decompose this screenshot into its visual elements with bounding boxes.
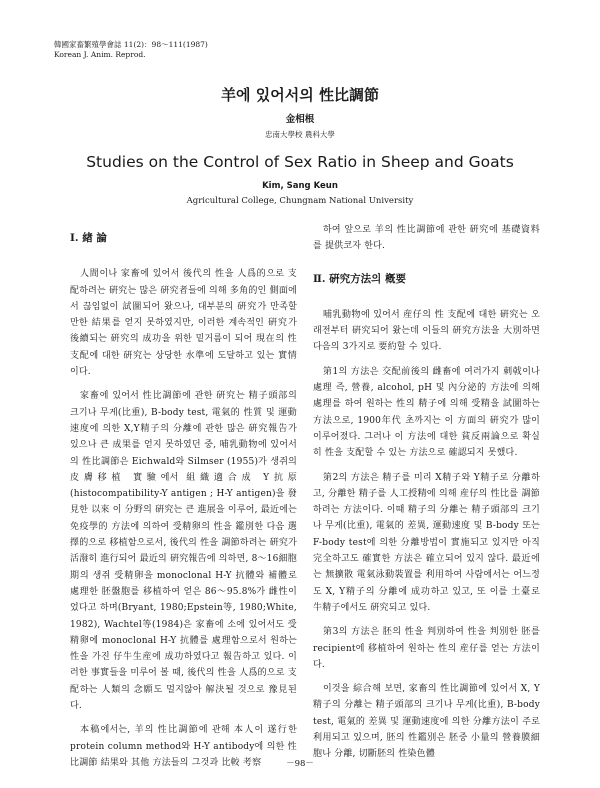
left-column: [70, 230, 297, 771]
right-column: [313, 222, 540, 763]
section-1-heading: Ⅰ. 緖 論: [70, 232, 107, 244]
intro-paragraph-1: 人間이나 家畜에 있어서 後代의 性을 人爲的으로 支配하려는 硏究는 많은 硏究者들에 의해 多角的인 側面에서 끊임없이 試圖되어 왔으나, 대부분의 硏究가 만족할만한 結果를 얻지 못하였지만, 이러한 계속적인 硏究가 後續되는 硏究의 成功을 위한 밑거름이 되어 現在의 性支配에 대한 硏究는 상당한 水準에 도달하고 있는 實情이다.: [70, 269, 297, 378]
title-english: Studies on the Control of Sex Ratio in Sheep and Goats: [86, 153, 514, 171]
affiliation-english: Agricultural College, Chungnam National University: [186, 196, 414, 206]
author-english: Kim, Sang Keun: [262, 181, 338, 191]
title-korean: 羊에 있어서의 性比調節: [221, 86, 379, 104]
intro-paragraph-2: 家畜에 있어서 性比調節에 관한 硏究는 精子頭部의 크기나 무게(比重), B-body test, 電氣的 性質 및 運動速度에 의한 X,Y精子의 分離에 관한 많은 硏究報告가 있으나 큰 成果를 얻지 못하였던 중, 哺乳動物에 있어서의 性比調節은 Eichwald와 Silmser (1955)가 생쥐의 皮膚移植 實驗에서 組織適合成 Y抗原 (histocompatibility-Y antigen ; H-Y antigen)을 發見한 以來 이 分野의 硏究는 큰 進展을 이루어, 最近에는 免疫學的 方法에 의하여 受精卵의 性을 鑑別한 다음 選擇的으로 移植함으로서, 後代의 性을 調節하려는 硏究가 活潑히 進行되어 最近의 硏究報告에 의하면, 8～16細胞期의 생쥐 受精卵을 monoclonal H-Y 抗體와 補體로 處理한 胚盤胞를 移植하여 얻은 86～95.8%가 雌性이었다고 하며(Bryant, 1980;Epstein等, 1980;White, 1982), Wachtel等(1984)은 家畜에 소에 있어서도 受精卵에 monoclonal H-Y 抗體를 處理함으로서 원하는 性을 가진 仔牛生産에 成功하였다고 報告하고 있다. 이러한 事實들을 미루어 볼 때, 後代의 性을 人爲的으로 支配하는 人類의 念願도 멀지않아 解決될 것으로 豫見된다.: [70, 391, 297, 712]
affiliation-korean: 忠南大學校 農科大學: [265, 130, 335, 139]
methods-paragraph-2: 第1의 方法은 交配前後의 雌畜에 여러가지 刺戟이나 處理 즉, 營養, alcohol, pH 및 內分泌的 方法에 의해 處理를 하여 원하는 性의 精子에 의해 受精을 試圖하는 方法으로, 1900年代 초까지는 이 方面의 硏究가 많이 이루어졌다. 그러나 이 方法에 대한 貧反兩論으로 확실히 性을 支配할 수 있는 方法으로 確認되지 못했다.: [313, 366, 540, 459]
author-korean: 金相根: [285, 114, 315, 125]
methods-paragraph-1: 哺乳動物에 있어서 産仔의 性 支配에 대한 硏究는 오래전부터 硏究되어 왔는데 이들의 硏究方法을 大別하면 다음의 3가지로 要約할 수 있다.: [313, 309, 540, 353]
intro-continuation: 하여 앞으로 羊의 性比調節에 관한 硏究에 基礎資料를 提供코자 한다.: [313, 225, 540, 252]
methods-paragraph-3: 第2의 方法은 精子를 미리 X精子와 Y精子로 分離하고, 分離한 精子를 人工授精에 의해 産仔의 性比를 調節하려는 方法이다. 이때 精子의 分離는 精子頭部의 크기나 무게(比重), 電氣的 差異, 運動速度 및 B-body 또는 F-body test에 의한 分離방법이 實施되고 있지만 아직 完全하고도 確實한 方法은 確立되어 있지 않다. 最近에는 無擴散 電氣泳動裝置를 利用하여 사람에서는 어느정도 X, Y精子의 分離에 成功하고 있고, 또 이를 土臺로 牛精子에서도 硏究되고 있다.: [313, 472, 540, 613]
intro-paragraph-3: 本稿에서는, 羊의 性比調節에 관해 本人이 遂行한 protein column method와 H-Y antibody에 의한 性比調節 結果와 其他 方法들의 그것과 比較 考察: [70, 725, 297, 768]
methods-paragraph-4: 第3의 方法은 胚의 性을 判別하여 性을 判別한 胚를 recipient에 移植하여 원하는 性의 産仔를 얻는 方法이다.: [313, 627, 540, 670]
journal-name-en: Korean J. Anim. Reprod.: [54, 50, 146, 59]
journal-header: [54, 40, 208, 60]
methods-paragraph-5: 이것을 綜合해 보면, 家畜의 性比調節에 있어서 X, Y精子의 分離는 精子頭部의 크기나 무게(比重), B-body test, 電氣的 差異 및 運動速度에 의한 分離方法이 주로 利用되고 있으며, 胚의 性鑑別은 胚중 小量의 營養膜細胞나 分離, 切斷胚의 性染色體: [313, 684, 540, 760]
section-2-heading: Ⅱ. 硏究方法의 槪要: [313, 272, 406, 285]
journal-citation: 韓國家畜繁殖學會誌 11(2)：98～111(1987): [54, 40, 208, 49]
page-number: －98－: [286, 759, 314, 769]
